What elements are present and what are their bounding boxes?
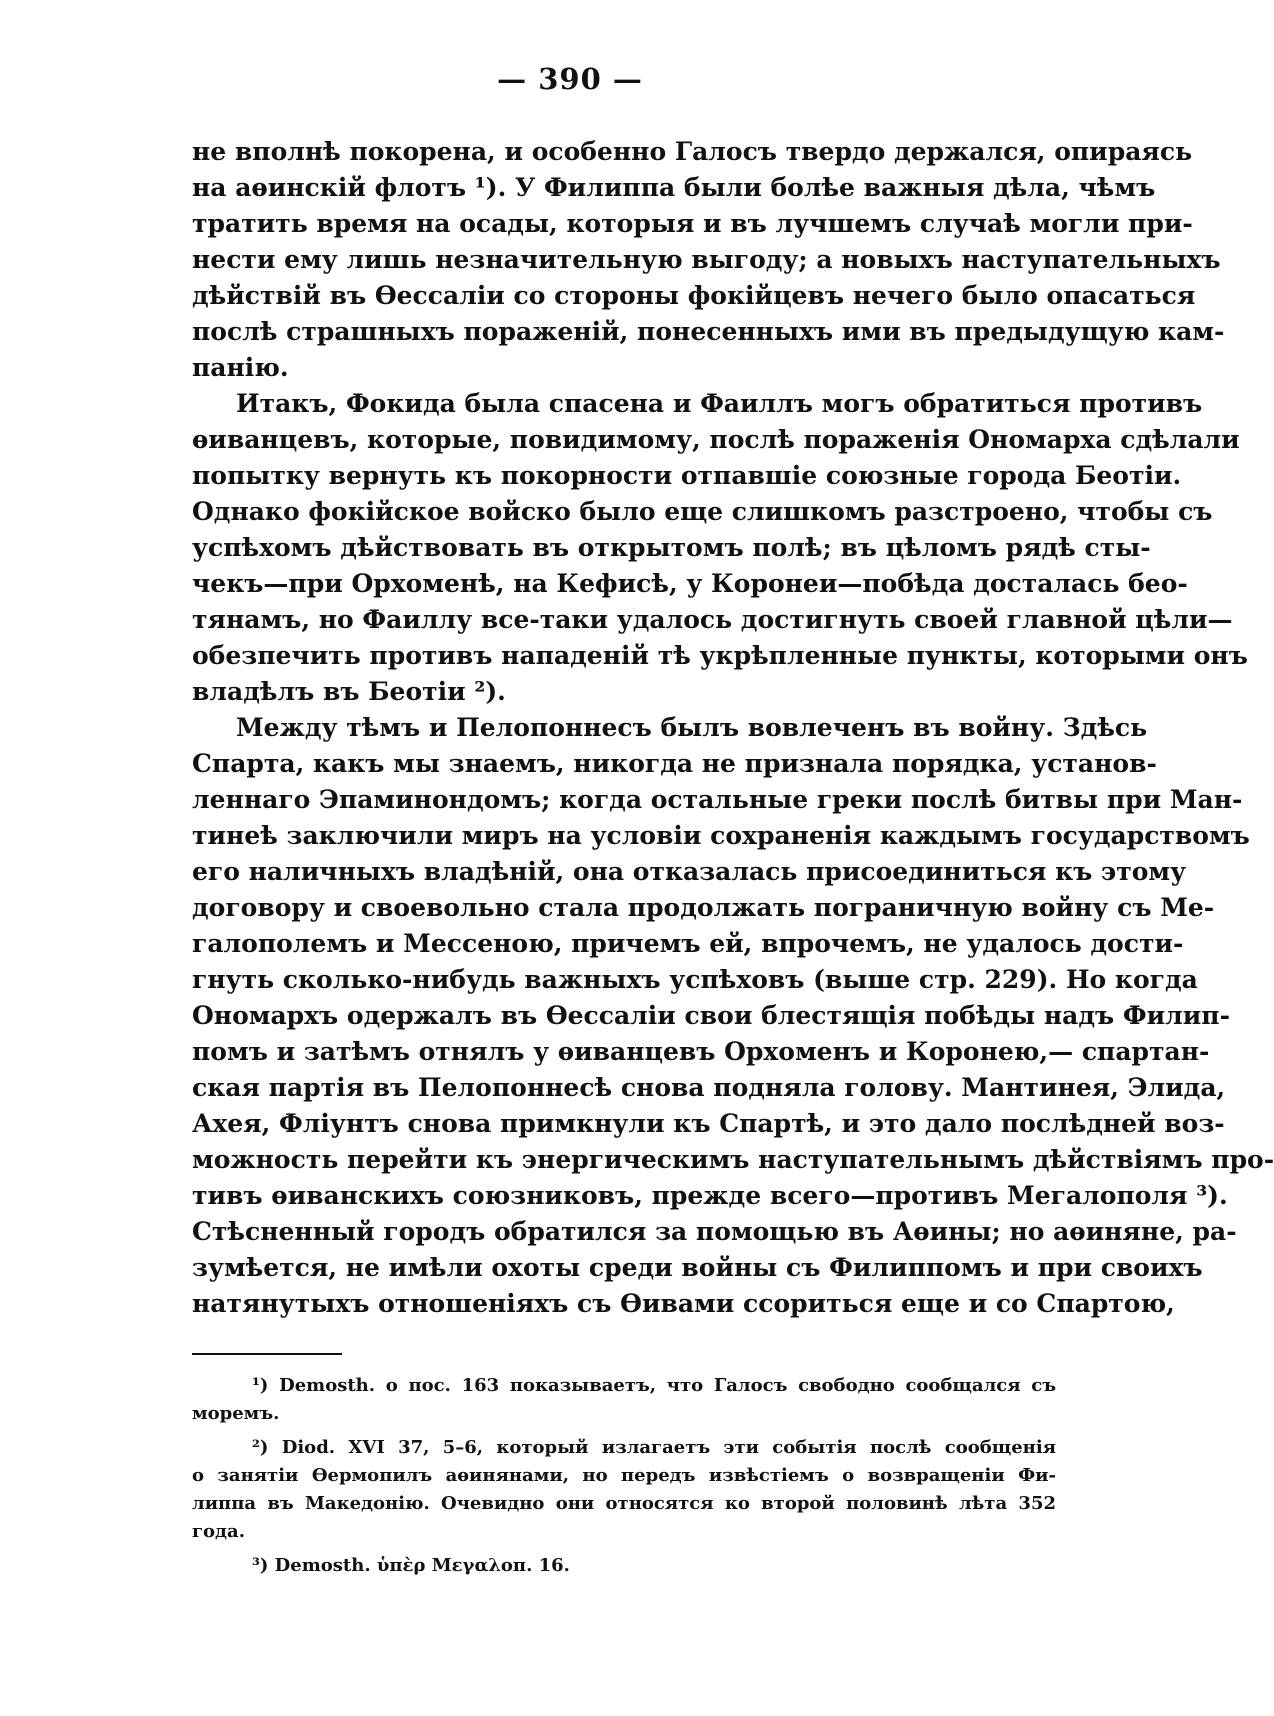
body-line: помъ и затѣмъ отнялъ у ѳиванцевъ Орхоменъ и Коронею,— спартан- [192,1037,1210,1066]
body-line: Ахея, Фліунтъ снова примкнули къ Спартѣ, и это дало послѣдней воз- [192,1109,1225,1138]
footnote-divider [192,1353,342,1355]
body-line: договору и своевольно стала продолжать пограничную войну съ Ме- [192,893,1215,922]
page-number: — 390 — [497,62,643,96]
body-line: ская партія въ Пелопоннесѣ снова подняла голову. Мантинея, Элида, [192,1073,1226,1102]
body-line: Ономархъ одержалъ въ Ѳессаліи свои блестящія побѣды надъ Филип- [192,1001,1230,1030]
body-line: зумѣется, не имѣли охоты среди войны съ Филиппомъ и при своихъ [192,1253,1203,1282]
footnote-3-line: ³) Demosth. ὑπὲρ Μεγαλοπ. 16. [252,1555,570,1576]
body-text [192,134,1274,1322]
body-line: попытку вернуть къ покорности отпавшіе союзные города Беотіи. [192,461,1182,490]
body-line: галополемъ и Мессеною, причемъ ей, впрочемъ, не удалось дости- [192,929,1184,958]
body-line: панію. [192,353,289,382]
body-line: послѣ страшныхъ пораженій, понесенныхъ ими въ предыдущую кам- [192,317,1225,346]
body-line: натянутыхъ отношеніяхъ съ Ѳивами ссориться еще и со Спартою, [192,1289,1175,1318]
body-line: Стѣсненный городъ обратился за помощью въ Аѳины; но аѳиняне, ра- [192,1217,1237,1246]
body-line: леннаго Эпаминондомъ; когда остальные греки послѣ битвы при Ман- [192,785,1243,814]
body-line: успѣхомъ дѣйствовать въ открытомъ полѣ; въ цѣломъ рядѣ сты- [192,533,1151,562]
body-line: ѳиванцевъ, которые, повидимому, послѣ пораженія Ономарха сдѣлали [192,425,1240,454]
footnote-1-line: моремъ. [192,1403,280,1424]
body-line: не вполнѣ покорена, и особенно Галосъ твердо держался, опираясь [192,137,1193,166]
footnote-2-line: липпа въ Македонію. Очевидно они относятся ко второй половинѣ лѣта 352 [192,1493,1056,1514]
body-line: тивъ ѳиванскихъ союзниковъ, прежде всего—противъ Мегалополя ³). [192,1181,1228,1210]
body-line: Однако фокійское войско было еще слишкомъ разстроено, чтобы съ [192,497,1213,526]
body-line: чекъ—при Орхоменѣ, на Кефисѣ, у Коронеи—побѣда досталась бео- [192,569,1188,598]
body-line: обезпечить противъ нападеній тѣ укрѣпленные пункты, которыми онъ [192,641,1248,670]
body-line: нести ему лишь незначительную выгоду; а новыхъ наступательныхъ [192,245,1221,274]
footnote-2-line: о занятіи Ѳермопилъ аѳинянами, но передъ извѣстіемъ о возвращеніи Фи- [192,1465,1056,1486]
footnote-1-line: ¹) Demosth. о пос. 163 показываетъ, что Галосъ свободно сообщался съ [252,1375,1056,1396]
body-line: Между тѣмъ и Пелопоннесъ былъ вовлеченъ въ войну. Здѣсь [236,713,1148,742]
footnote-2-line: ²) Diod. XVI 37, 5–6, который излагаетъ эти событія послѣ сообщенія [252,1437,1056,1458]
body-line: Итакъ, Фокида была спасена и Фаиллъ могъ обратиться противъ [236,389,1203,418]
footnotes [192,1372,1056,1580]
body-line: можность перейти къ энергическимъ наступательнымъ дѣйствіямъ про- [192,1145,1274,1174]
body-line: Спарта, какъ мы знаемъ, никогда не признала порядка, установ- [192,749,1157,778]
body-line: владѣлъ въ Беотіи ²). [192,677,506,706]
body-line: его наличныхъ владѣній, она отказалась присоединиться къ этому [192,857,1187,886]
body-line: тянамъ, но Фаиллу все-таки удалось достигнуть своей главной цѣли— [192,605,1233,634]
body-line: на аѳинскій флотъ ¹). У Филиппа были болѣе важныя дѣла, чѣмъ [192,173,1156,202]
body-line: тратить время на осады, которыя и въ лучшемъ случаѣ могли при- [192,209,1193,238]
footnote-2-line: года. [192,1521,245,1542]
body-line: дѣйствій въ Ѳессаліи со стороны фокійцевъ нечего было опасаться [192,281,1196,310]
body-line: тинеѣ заключили миръ на условіи сохраненія каждымъ государствомъ [192,821,1250,850]
body-line: гнуть сколько-нибудь важныхъ успѣховъ (выше стр. 229). Но когда [192,965,1198,994]
